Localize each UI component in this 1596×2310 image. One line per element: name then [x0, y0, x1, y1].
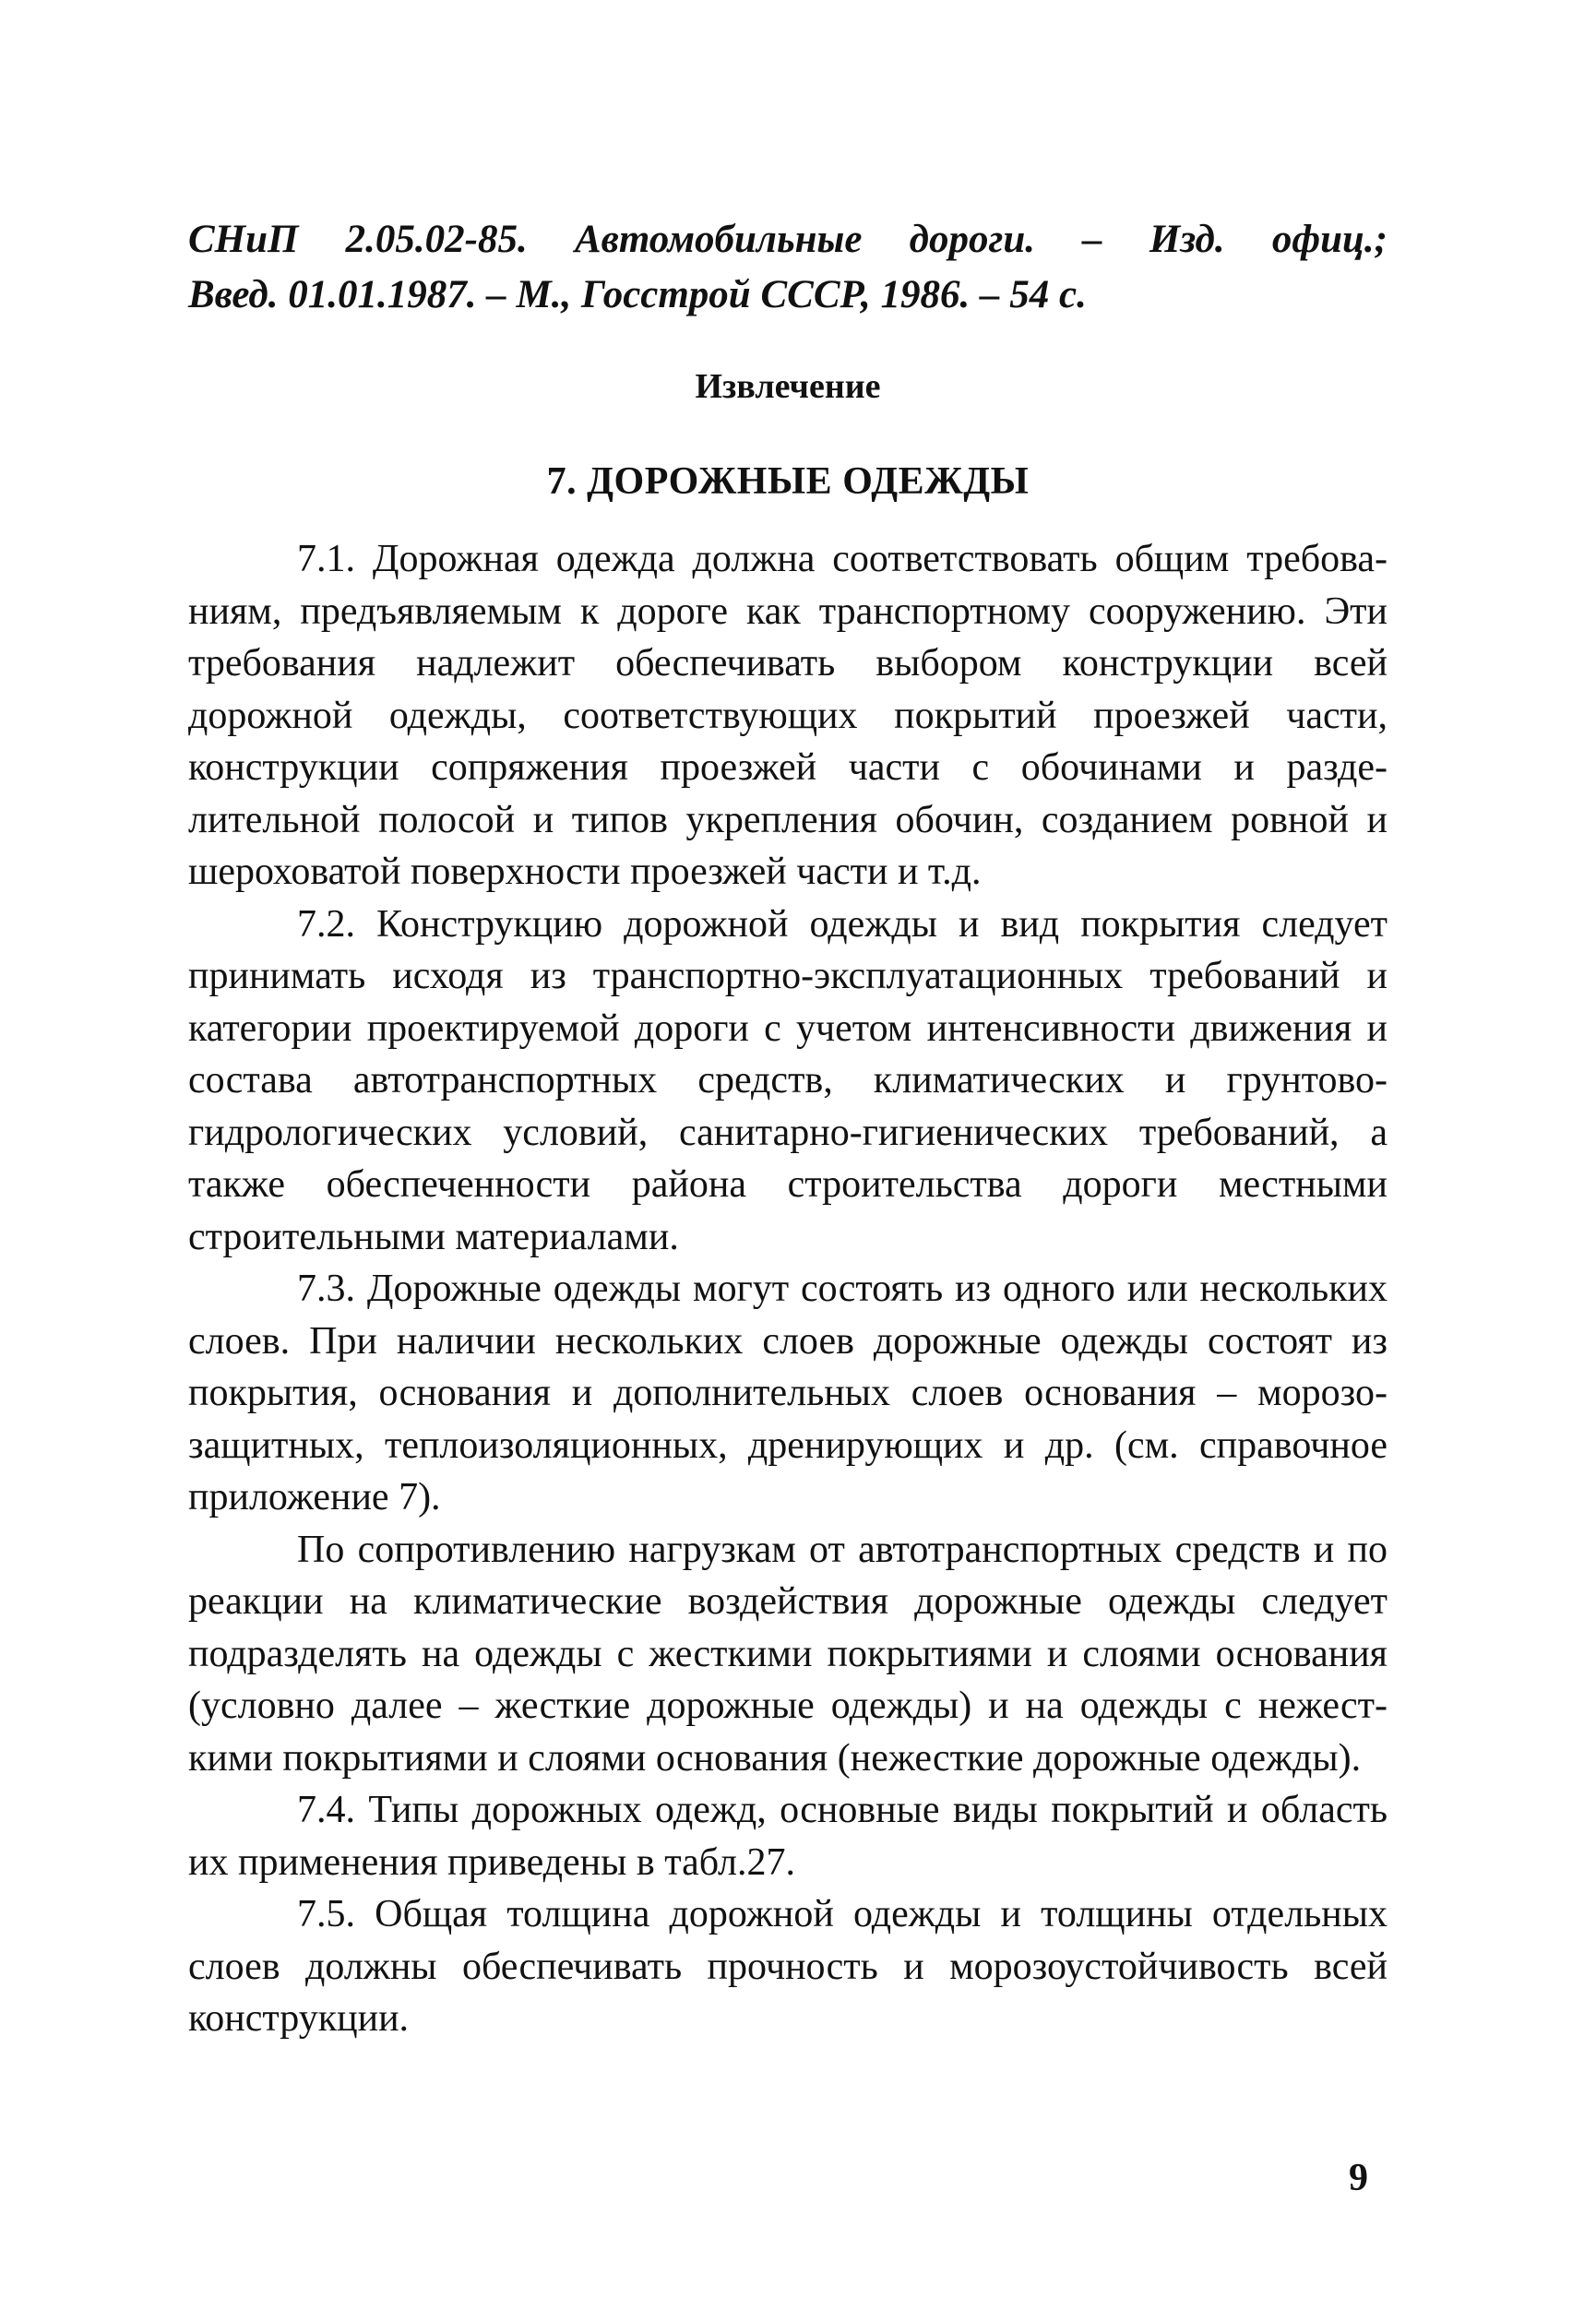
document-page: [188, 212, 1388, 2045]
paragraph-resistance: По сопротивлению нагрузкам от автотранспортных средств и по реакции на климатические воздействия дорожные одежды следует подразделять на одежды с жесткими покрытиями и слоями основания (условно далее – жесткие дорожные одежды) и на одежды с нежесткими покрытиями и слоями основания (нежесткие дорожные одежды).: [188, 1528, 1388, 1780]
section-body: [188, 533, 1388, 2045]
paragraph-7-1: 7.1. Дорожная одежда должна соответствовать общим требованиям, предъявляемым к дороге как транспортному сооружению. Эти требования надлежит обеспечивать выбором конструкции всей дорожной одежды, соответствующих покрытий проезжей части, конструкции сопряжения проезжей части с обочинами и разделительной полосой и типов укрепления обочин, созданием ровной и шероховатой поверхности проезжей части и т.д.: [188, 538, 1388, 893]
section-title: 7. ДОРОЖНЫЕ ОДЕЖДЫ: [546, 460, 1030, 503]
page-number: 9: [1349, 2157, 1368, 2199]
paragraph-7-2: 7.2. Конструкцию дорожной одежды и вид покрытия следует принимать исходя из транспортно-эксплуатационных требований и категории проектируемой дороги с учетом интенсивности движения и состава автотранспортных средств, климатических и грунтово-гидрологических условий, санитарно-гигиенических требований, а также обеспеченности района строительства дороги местными строительными материалами.: [188, 902, 1388, 1258]
bibliographic-citation: [188, 212, 1388, 323]
paragraph-7-5: 7.5. Общая толщина дорожной одежды и толщины отдельных слоев должны обеспечивать прочность и морозоустойчивость всей конструкции.: [188, 1893, 1388, 2040]
paragraph-7-3: 7.3. Дорожные одежды могут состоять из одного или нескольких слоев. При наличии нескольких слоев дорожные одежды состоят из покрытия, основания и дополнительных слоев основания – морозозащитных, теплоизоляционных, дренирующих и др. (см. справочное приложение 7).: [188, 1268, 1388, 1518]
paragraph-7-4: 7.4. Типы дорожных одежд, основные виды покрытий и область их применения приведены в табл.27.: [188, 1789, 1388, 1884]
citation-line-2: Введ. 01.01.1987. – М., Госстрой СССР, 1986. – 54 с.: [188, 273, 1087, 316]
citation-line-1: СНиП 2.05.02-85. Автомобильные дороги. – Изд. офиц.;: [188, 218, 1388, 261]
extract-label: Извлечение: [695, 367, 881, 406]
